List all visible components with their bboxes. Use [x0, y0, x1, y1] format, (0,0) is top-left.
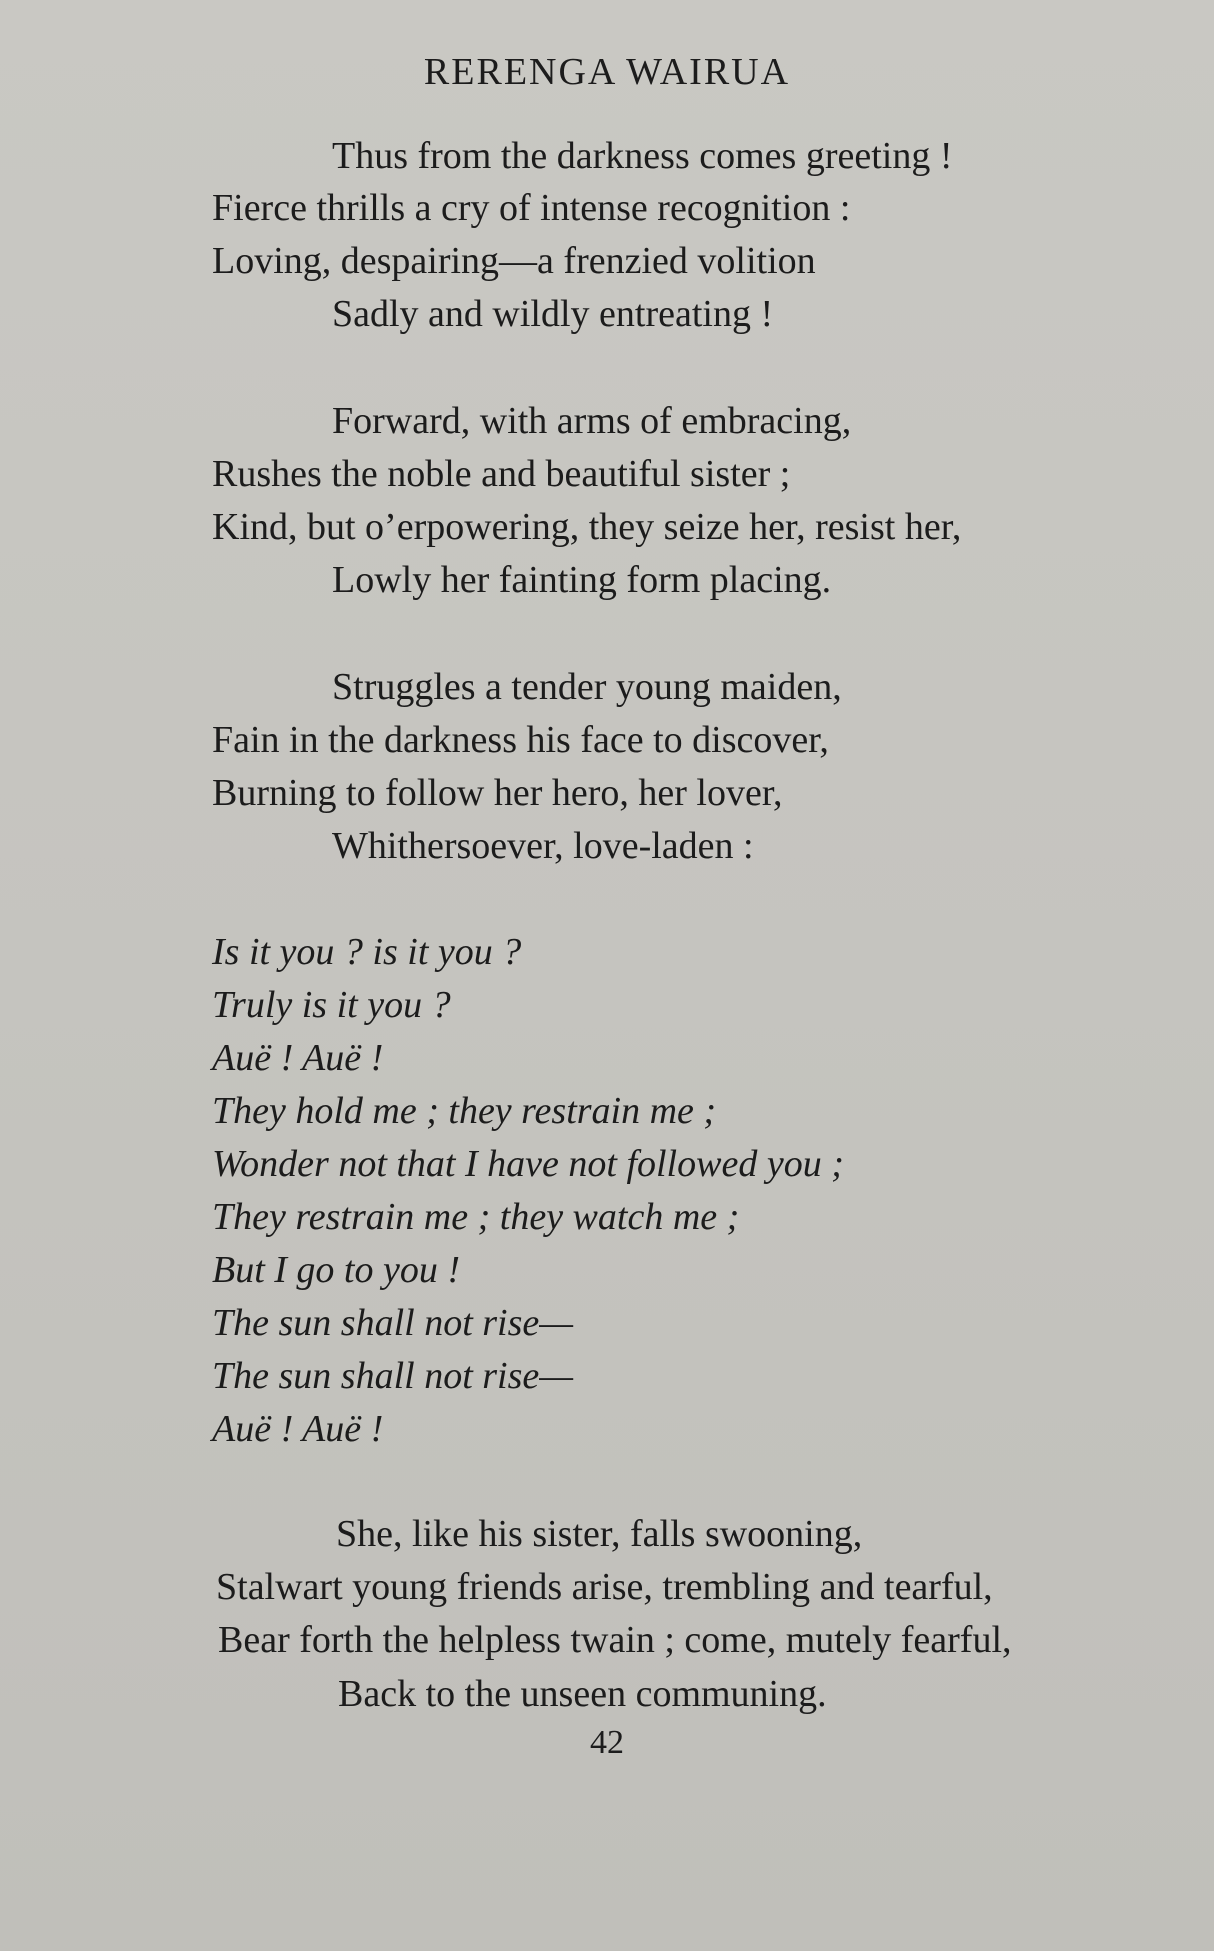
- poem-line: Back to the unseen communing.: [338, 1673, 827, 1715]
- poem-line: Kind, but o’erpowering, they seize her, resist her,: [212, 506, 962, 548]
- poem-line: Struggles a tender young maiden,: [332, 666, 842, 708]
- poem-line-italic: Is it you ? is it you ?: [212, 931, 522, 973]
- poem-line-italic: But I go to you !: [212, 1249, 461, 1291]
- poem-line: Sadly and wildly entreating !: [332, 293, 774, 335]
- poem-line-italic: They hold me ; they restrain me ;: [212, 1090, 717, 1132]
- page-number: 42: [590, 1724, 624, 1761]
- poem-line-italic: The sun shall not rise—: [212, 1302, 574, 1344]
- poem-line: Lowly her fainting form placing.: [332, 559, 832, 601]
- poem-line-italic: Auë ! Auë !: [212, 1408, 384, 1450]
- poem-line-italic: Auë ! Auë !: [212, 1037, 384, 1079]
- poem-line: Thus from the darkness comes greeting !: [332, 135, 953, 177]
- poem-line: She, like his sister, falls swooning,: [336, 1513, 863, 1555]
- poem-line-italic: Truly is it you ?: [212, 984, 451, 1026]
- poem-line: Bear forth the helpless twain ; come, mutely fearful,: [218, 1619, 1012, 1661]
- running-head: RERENGA WAIRUA: [423, 51, 791, 93]
- poem-line-italic: The sun shall not rise—: [212, 1355, 574, 1397]
- poem-line-italic: Wonder not that I have not followed you ;: [212, 1143, 844, 1185]
- poem-line: Loving, despairing—a frenzied volition: [212, 240, 816, 282]
- poem-line: Burning to follow her hero, her lover,: [212, 772, 783, 814]
- poem-line-italic: They restrain me ; they watch me ;: [212, 1196, 740, 1238]
- poem-line: Whithersoever, love-laden :: [332, 825, 754, 867]
- poem-line: Fierce thrills a cry of intense recognition :: [212, 187, 851, 229]
- poem-line: Rushes the noble and beautiful sister ;: [212, 453, 791, 495]
- poem-line: Forward, with arms of embracing,: [332, 400, 852, 442]
- poem-line: Stalwart young friends arise, trembling and tearful,: [216, 1566, 993, 1608]
- poem-line: Fain in the darkness his face to discover,: [212, 719, 829, 761]
